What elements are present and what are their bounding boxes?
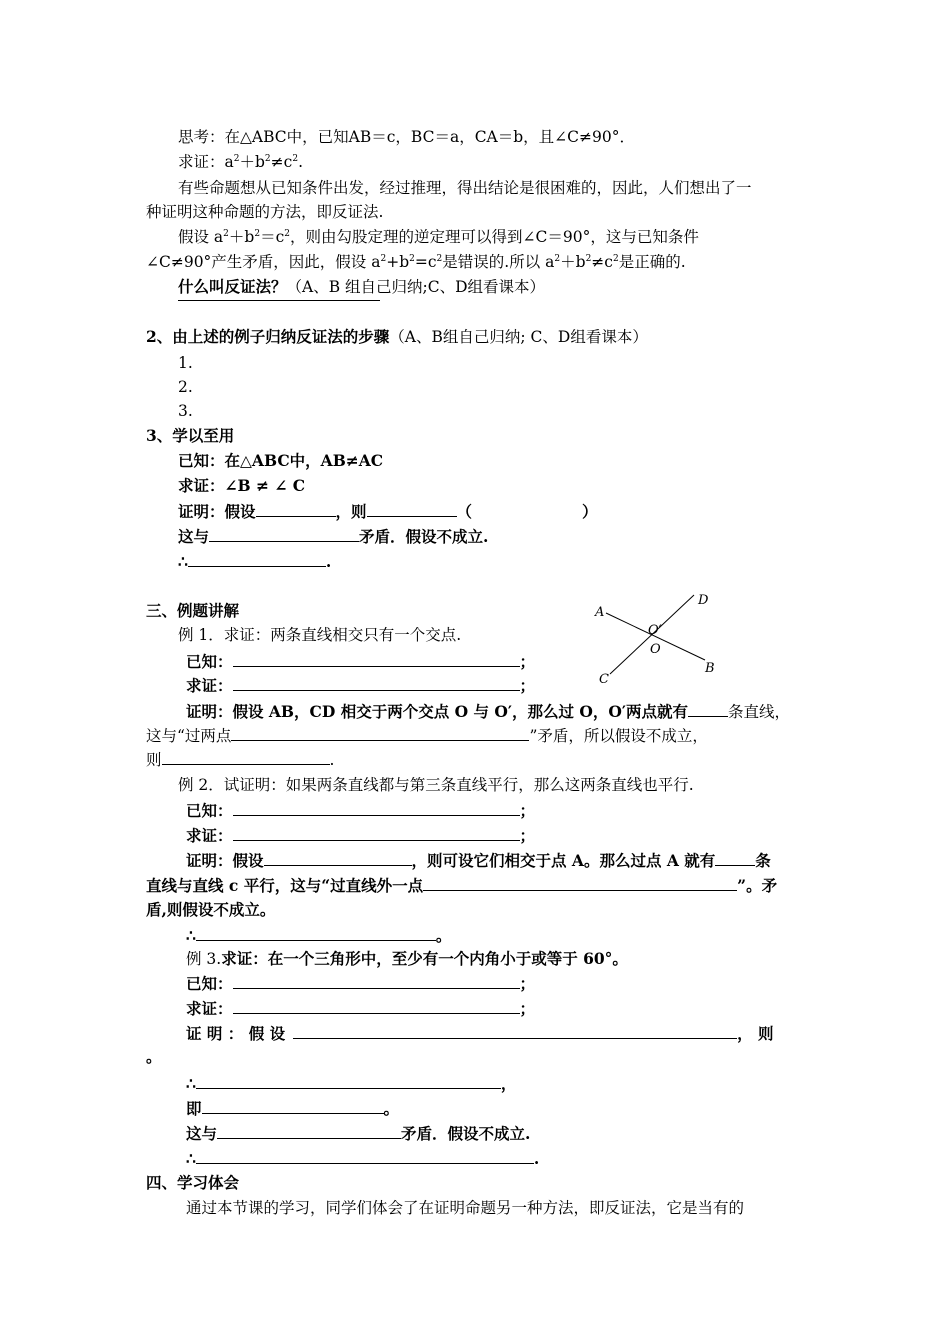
para2-text-a: 假设 a [178,228,224,246]
ex3-prove-line [186,997,535,1020]
ex3-ji-line [186,1097,399,1120]
ex3-prove-semi: ； [519,999,536,1018]
ex1-known-label: 已知： [186,652,233,671]
ex2-prove-line [186,824,535,847]
ex3-known-semi: ； [519,974,536,993]
ex2-blank-assume[interactable] [264,849,412,866]
ex2-blank-known[interactable] [233,799,520,816]
apply-heading: 3、学以至用 [146,426,235,445]
think-prove-line: 求证：$a^2+b^2\ne c^2$. [178,153,303,171]
ex3-therefore1-line [186,1072,516,1095]
para2-line2-c: =c [414,253,437,271]
ex2-prove-semi: ； [519,826,536,845]
ex2-end: 。 [435,926,452,945]
ex3-contra-line [186,1122,530,1145]
apply-blank-then[interactable] [367,500,457,517]
steps-heading: 2、由上述的例子归纳反证法的步骤 [146,327,390,346]
apply-prove: 求证：∠B ≠ ∠ C [178,476,306,495]
ex2-proof-b: ，则可设它们相交于点 A。那么过点 A 就有 [411,851,716,870]
ex3-proof-a: 证 明 ： 假 设 [186,1024,286,1043]
ex3-blank-assume[interactable] [293,1022,737,1039]
ex1-blank-known[interactable] [233,650,520,667]
label-d: D [698,593,709,608]
think-prove-mid2: ≠c [270,153,293,171]
what-is-heading: 什么叫反证法？ [178,277,287,296]
ex1-title: 例 1．求证：两条直线相交只有一个交点. [178,626,462,644]
ex1-line3 [146,748,334,771]
think-prove-mid: ＋b [239,153,265,171]
ex3-contra-a: 这与 [186,1124,218,1143]
ex3-known-label: 已知： [186,974,233,993]
apply-contra-b: 矛盾．假设不成立. [359,527,489,546]
ex3-proof-line [186,1022,774,1045]
ex1-blank-conclusion[interactable] [162,748,330,765]
ex1-line3-a: 则 [146,751,162,769]
ex3-contra-b: 矛盾．假设不成立. [401,1124,531,1143]
ex2-line3: 盾,则假设不成立。 [146,900,276,919]
think-line: 思考：在△ABC中，已知AB＝c，BC＝a，CA＝b，且∠C≠90°． [178,128,635,146]
ex1-proof-line [186,700,790,723]
apply-paren-open: （ [456,502,473,521]
apply-paren-close: ） [582,502,598,521]
what-is-line [178,276,545,298]
ex1-line2-a: 这与“过两点 [146,727,232,745]
ex3-blank-therefore1[interactable] [196,1072,501,1089]
ex1-blank-axiom[interactable] [231,724,529,741]
para1-line1: 有些命题想从已知条件出发，经过推理，得出结论是很困难的，因此，人们想出了一 [178,179,752,197]
label-o: O [650,642,661,657]
ex1-known-line [186,650,535,673]
ex2-line2-a: 直线与直线 c 平行，这与“过直线外一点 [146,876,424,895]
apply-known: 已知：在△ABC中，AB≠AC [178,451,384,470]
label-b: B [705,661,715,676]
apply-period: . [325,552,332,571]
para2-line2-f: ≠c [591,253,613,271]
para1-line2: 种证明这种命题的方法，即反证法. [146,203,384,221]
ex3-title-line [186,948,628,970]
ex3-blank-contra[interactable] [217,1122,401,1139]
ex3-blank-ji[interactable] [202,1097,384,1114]
label-c: C [599,672,609,687]
apply-blank-therefore[interactable] [188,550,326,567]
ex3-ji-end: 。 [383,1099,400,1118]
examples-heading: 三、例题讲解 [146,601,240,620]
ex3-therefore1: ∴ [186,1074,196,1093]
ex2-therefore-line [186,924,451,947]
apply-contra-line [178,525,488,548]
ex1-prove-label: 求证： [186,676,233,695]
ex2-blank-count[interactable] [715,849,755,866]
step-item-1: 1. [178,354,193,372]
apply-contra-a: 这与 [178,527,210,546]
para2-line2-g: 是正确的. [618,253,686,271]
ex2-blank-therefore[interactable] [196,924,436,941]
apply-blank-contra[interactable] [209,525,359,542]
ex1-blank-prove[interactable] [233,674,520,691]
ex2-proof-c: 条 [755,851,771,870]
ex3-prove-label: 求证： [186,999,233,1018]
ex2-title: 例 2．试证明：如果两条直线都与第三条直线平行，那么这两条直线也平行. [178,776,694,794]
ex3-title-a: 例 3. [186,950,222,968]
ex2-known-line [186,799,535,822]
ex3-therefore2: ∴ [186,1149,196,1168]
what-is-note: （A、B 组自己归纳;C、D组看课本） [286,278,546,296]
ex3-comma: ， [500,1074,517,1093]
ex1-line2 [146,724,708,747]
ex1-proof-text: 证明：假设 AB，CD 相交于两个交点 O 与 O′，那么过 O，O′两点就有 [186,702,688,721]
para2-line2-a: ∠C≠90°产生矛盾，因此，假设 a [146,253,381,271]
ex3-period: . [533,1149,540,1168]
ex2-known-label: 已知： [186,801,233,820]
apply-therefore: ∴ [178,552,188,571]
ex3-therefore2-line [186,1147,539,1170]
para2-line2-d: 是错误的.所以 a [442,253,555,271]
ex2-proof-line [186,849,771,872]
intersecting-lines-figure [586,586,718,690]
ex3-line2: 。 [146,1047,162,1066]
ex2-prove-label: 求证： [186,826,233,845]
ex2-blank-axiom[interactable] [423,874,737,891]
para2-text-b: ＋b [228,228,255,246]
ex2-blank-prove[interactable] [233,824,520,841]
steps-note: （A、B组自己归纳; C、D组看课本） [389,328,648,346]
ex1-known-semi: ； [519,652,536,671]
ex1-proof-end: 条直线， [727,703,790,721]
ex1-line3-b: . [329,751,335,769]
apply-proof-label: 证明：假设 [178,502,256,521]
reflect-heading: 四、学习体会 [146,1173,240,1192]
ex3-blank-known[interactable] [233,972,520,989]
ex3-title-b: 求证：在一个三角形中，至少有一个内角小于或等于 60°。 [221,949,628,968]
ex1-blank-count[interactable] [688,700,728,717]
apply-blank-assume[interactable] [256,500,336,517]
reflect-text: 通过本节课的学习，同学们体会了在证明命题另一种方法，即反证法，它是当有的 [186,1199,745,1217]
apply-proof-then: ，则 [335,502,367,521]
ex2-line2 [146,874,777,897]
step-item-3: 3. [178,402,193,420]
apply-therefore-line [178,550,331,573]
what-is-underline [178,300,380,301]
ex3-blank-prove[interactable] [233,997,520,1014]
step-item-2: 2. [178,378,193,396]
think-prove-end: . [298,153,303,171]
ex3-known-line [186,972,535,995]
para2-line2-b: +b [386,253,410,271]
ex3-ji: 即 [186,1099,202,1118]
ex3-proof-b: ， 则 [737,1024,774,1043]
label-o-prime: O′ [648,623,662,638]
think-prove-text: 求证：a [178,153,234,171]
ex3-blank-therefore2[interactable] [196,1147,534,1164]
para2-text-c: ＝c [260,228,285,246]
ex2-known-semi: ； [519,801,536,820]
steps-heading-line [146,326,648,348]
ex1-prove-line [186,674,535,697]
ex1-prove-semi: ； [519,676,536,695]
para2-line2-e: ＋b [560,253,586,271]
para2-line1: 假设 $a^2+b^2=c^2$，则由勾股定理的逆定理可以得到∠C＝90°，这与已知条件 [178,228,699,246]
para2-text-d: ，则由勾股定理的逆定理可以得到∠C＝90°，这与已知条件 [290,228,699,246]
ex2-therefore: ∴ [186,926,196,945]
label-a: A [595,605,605,620]
para2-line2: ∠C≠90°产生矛盾，因此，假设 $a^2+b^2=c^2$是错误的.所以 $a^2+b^2\ne c^2$是正确的. [146,253,686,271]
ex1-line2-b: ”矛盾，所以假设不成立， [529,727,708,745]
apply-proof-line [178,500,598,523]
ex2-proof-a: 证明：假设 [186,851,264,870]
ex2-line2-b: ”。矛 [737,876,778,895]
